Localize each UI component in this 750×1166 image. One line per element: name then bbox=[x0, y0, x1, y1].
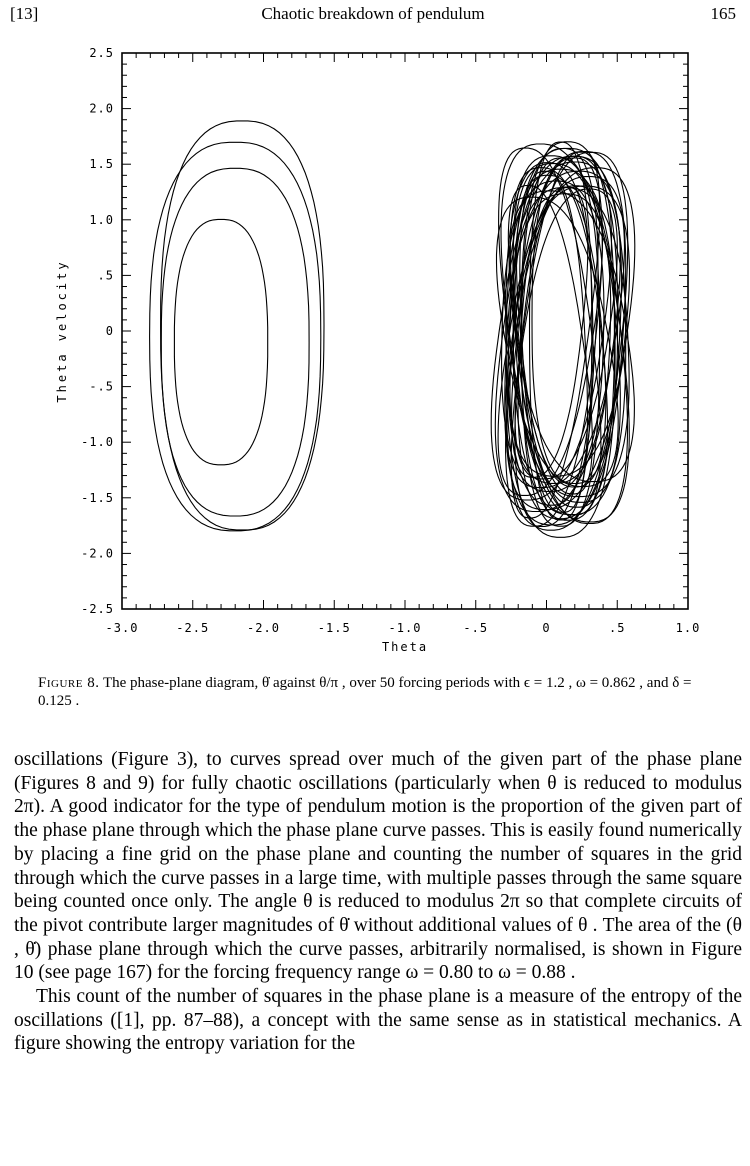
paragraph-2: This count of the number of squares in the phase plane is a measure of the entropy of the oscillations ([1], pp. 87–88), a concept with the same sense as in statistical mechanics. A figure showing the entropy variation for the bbox=[14, 986, 742, 1055]
y-tick-label: .5 bbox=[97, 268, 114, 283]
phase-plane-chart bbox=[0, 40, 750, 665]
caption-text: The phase-plane diagram, θ̇ against θ/π , over 50 forcing periods with ϵ = 1.2 , ω = 0.862 , and δ = 0.125 . bbox=[38, 675, 692, 709]
x-tick-label: 1.0 bbox=[675, 621, 701, 635]
trajectory-loop bbox=[161, 168, 309, 516]
y-tick-label: -1.5 bbox=[81, 490, 114, 505]
y-axis-label: Theta velocity bbox=[55, 259, 69, 403]
y-tick-labels bbox=[81, 46, 114, 616]
y-tick-label: -1.0 bbox=[81, 435, 114, 450]
page-number: 165 bbox=[710, 4, 736, 23]
trajectory-curves bbox=[150, 121, 635, 537]
x-tick-label: -1.0 bbox=[388, 621, 422, 635]
y-tick-label: -2.5 bbox=[81, 602, 114, 616]
body-text bbox=[14, 748, 742, 1056]
caption-label: Figure 8. bbox=[38, 675, 100, 691]
y-tick-label: 0 bbox=[105, 324, 114, 338]
chapter-number: [13] bbox=[10, 4, 39, 23]
y-tick-label: -.5 bbox=[89, 379, 114, 394]
x-tick-label: .5 bbox=[609, 621, 626, 635]
y-tick-label: 1.5 bbox=[89, 157, 114, 172]
x-tick-label: -3.0 bbox=[105, 621, 139, 635]
x-tick-label: -2.5 bbox=[176, 621, 210, 635]
x-tick-label: 0 bbox=[542, 621, 551, 635]
x-tick-label: -2.0 bbox=[247, 621, 280, 635]
x-tick-label: -1.5 bbox=[317, 621, 351, 635]
x-tick-label: -.5 bbox=[463, 621, 489, 635]
y-tick-label: 2.0 bbox=[89, 101, 114, 116]
figure-caption bbox=[38, 674, 728, 710]
y-tick-label: -2.0 bbox=[81, 546, 114, 561]
x-tick-labels bbox=[106, 621, 701, 635]
trajectory-loop bbox=[161, 121, 324, 530]
y-tick-label: 2.5 bbox=[89, 46, 114, 60]
running-title: Chaotic breakdown of pendulum bbox=[261, 4, 485, 23]
paragraph-1: oscillations (Figure 3), to curves spread over much of the given part of the phase plane (Figures 8 and 9) for fully chaotic oscillations (particularly when θ is reduced to modulus 2π). A good indicator for the type of pendulum motion is the proportion of the given part of the phase plane through which the phase plane curve passes. This is easily found numerically by placing a fine grid on the phase plane and counting the number of squares in the grid through which the curve passes in a large time, with multiple passes through the same square being counted once only. The angle θ is reduced to modulus 2π so that complete circuits of the pivot contribute larger magnitudes of θ̇ without additional values of θ . The area of the (θ , θ̇) phase plane through which the curve passes, arbitrarily normalised, is shown in Figure 10 (see page 167) for the forcing frequency range ω = 0.80 to ω = 0.88 . bbox=[14, 749, 742, 984]
page-header bbox=[10, 4, 736, 26]
y-tick-label: 1.0 bbox=[89, 212, 114, 227]
x-axis-label: Theta bbox=[381, 640, 429, 654]
trajectory-loop bbox=[150, 142, 321, 531]
trajectory-loop bbox=[174, 219, 267, 464]
